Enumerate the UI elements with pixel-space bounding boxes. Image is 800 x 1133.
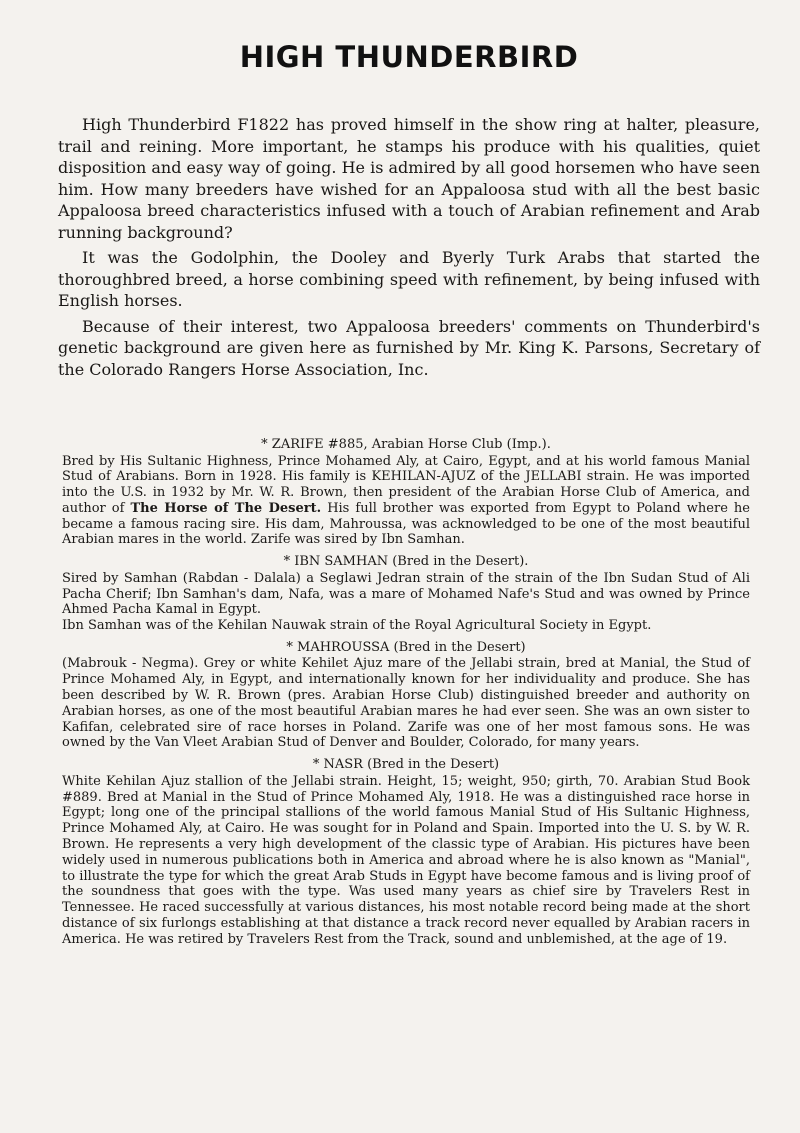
intro-paragraph: It was the Godolphin, the Dooley and Byerly Turk Arabs that started the thoroughbred breed, a horse combining speed with refinement, by being infused with English horses. bbox=[58, 248, 760, 310]
entry-heading: * MAHROUSSA (Bred in the Desert) bbox=[286, 639, 526, 655]
entry-body bbox=[62, 454, 750, 549]
entry-text: His full brother was exported from Egypt to Poland where he became a famous racing sire. His dam, Mahroussa, was acknowledged to be one of the most beautiful Arabian mares in the world. Zarife was sired by Ibn Samhan. bbox=[62, 500, 750, 548]
entry-body: White Kehilan Ajuz stallion of the Jellabi strain. Height, 15; weight, 950; girth, 70. Arabian Stud Book #889. Bred at Manial in the Stud of Prince Mohamed Aly, 1918. He was a distinguished race horse in Egypt; long one of the principal stallions of the world famous Manial Stud of His Sultanic Highness, Prince Mohamed Aly, at Cairo. He was sought for in Poland and Spain. Imported into the U. S. by W. R. Brown. He represents a very high development of the classic type of Arabian. His pictures have been widely used in numerous publications both in America and abroad where he is also known as "Manial", to illustrate the type for which the great Arab Studs in Egypt have become famous and is living proof of the soundness that goes with the type. Was used many years as chief sire by Travelers Rest in Tennessee. He raced successfully at various distances, his most notable record being made at the short distance of six furlongs establishing at that distance a track record never equalled by Arabian racers in America. He was retired by Travelers Rest from the Track, sound and unblemished, at the age of 19. bbox=[62, 773, 750, 947]
intro-paragraph: Because of their interest, two Appaloosa breeders' comments on Thunderbird's genetic background are given here as furnished by Mr. King K. Parsons, Secretary of the Colorado Rangers Horse Association, Inc. bbox=[58, 316, 760, 379]
pedigree-section bbox=[58, 437, 760, 948]
entry-heading: * NASR (Bred in the Desert) bbox=[312, 757, 500, 773]
page-title: HIGH THUNDERBIRD bbox=[239, 40, 579, 74]
entry-nasr bbox=[62, 757, 750, 947]
entry-body: Ibn Samhan was of the Kehilan Nauwak strain of the Royal Agricultural Society in Egypt. bbox=[62, 618, 652, 634]
entry-body: (Mabrouk - Negma). Grey or white Kehilet Ajuz mare of the Jellabi strain, bred at Manial, the Stud of Prince Mohamed Aly, in Egypt, and internationally known for her individuality and produce. She has been described by W. R. Brown (pres. Arabian Horse Club) distinguished breeder and authority on Arabian horses, as one of the most beautiful Arabian mares he had ever seen. She was an own sister to Kafifan, celebrated sire of race horses in Poland. Zarife was one of her most famous sons. He was owned by the Van Vleet Arabian Stud of Denver and Boulder, Colorado, for many years. bbox=[62, 656, 750, 751]
entry-heading: * IBN SAMHAN (Bred in the Desert). bbox=[283, 554, 529, 570]
entry-ibn-samhan bbox=[62, 554, 750, 634]
entry-text: Bred by His Sultanic Highness, Prince Mohamed Aly, at Cairo, Egypt, and at his world famous Manial Stud of Arabians. Born in 1928. His family is KEHILAN-AJUZ of the JELLABI strain. He was imported into the U.S. in 1932 by Mr. W. R. Brown, then president of the Arabian Horse Club of America, and author of bbox=[62, 453, 750, 516]
entry-zarife bbox=[62, 437, 750, 548]
intro-paragraph: High Thunderbird F1822 has proved himself in the show ring at halter, pleasure, trail and reining. More important, he stamps his produce with his qualities, quiet disposition and easy way of going. He is admired by all good horsemen who have seen him. How many breeders have wished for an Appaloosa stud with all the best basic Appaloosa breed characteristics infused with a touch of Arabian refinement and Arab running background? bbox=[58, 115, 760, 242]
entry-mahroussa bbox=[62, 640, 750, 751]
book-title: The Horse of The Desert. bbox=[130, 500, 322, 516]
entry-body: Sired by Samhan (Rabdan - Dalala) a Seglawi Jedran strain of the strain of the Ibn Sudan Stud of Ali Pacha Cherif; Ibn Samhan's dam, Nafa, was a mare of Mohamed Nafe's Stud and was owned by Prince Ahmed Pacha Kamal in Egypt. bbox=[62, 570, 750, 618]
intro-section bbox=[58, 114, 760, 380]
entry-heading: * ZARIFE #885, Arabian Horse Club (Imp.). bbox=[261, 437, 551, 452]
